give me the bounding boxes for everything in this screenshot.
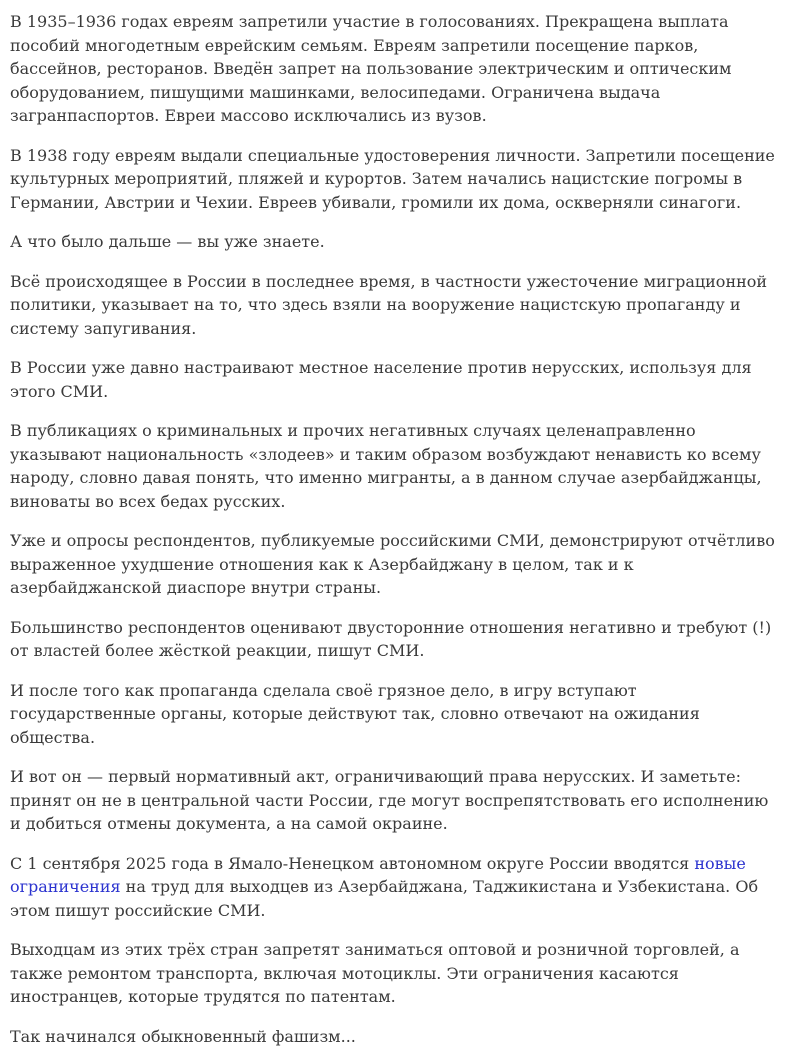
yamal-text-before-link: С 1 сентября 2025 года в Ямало-Ненецком автономном округе России вводятся [10,853,695,873]
paragraph-1938-ids-pogroms: В 1938 году евреям выдали специальные удостоверения личности. Запретили посещение культурных мероприятий, пляжей и курортов. Затем начались нацистские погромы в Германии, Австрии и Чехии. Евреев убивали, громили их дома, оскверняли синагоги. [10,145,775,212]
paragraph-what-happened-next: А что было дальше — вы уже знаете. [10,232,325,251]
paragraph-media-against-nonrussians: В России уже давно настраивают местное население против нерусских, используя для этого СМИ. [10,358,752,401]
paragraph-russia-migration-policy: Всё происходящее в России в последнее время, в частности ужесточение миграционной политики, указывает на то, что здесь взяли на вооружение нацистскую пропаганду и систему запугивания. [10,271,768,338]
paragraph-1935-1936-bans: В 1935–1936 годах евреям запретили участие в голосованиях. Прекращена выплата пособий многодетным еврейским семьям. Евреям запретили посещение парков, бассейнов, ресторанов. Введён запрет на пользование электрическим и оптическим оборудованием, пишущими машинками, велосипедами. Ограничена выдача загранпаспортов. Евреи массово исключались из вузов. [10,12,732,125]
paragraph-respondents-demand: Большинство респондентов оценивают двусторонние отношения негативно и требуют (!) от властей более жёсткой реакции, пишут СМИ. [10,617,772,660]
paragraph-trade-repair-ban: Выходцам из этих трёх стран запретят заниматься оптовой и розничной торговлей, а также ремонтом транспорта, включая мотоциклы. Эти ограничения касаются иностранцев, которые трудятся по патентам. [10,940,740,1006]
paragraph-crime-publications: В публикациях о криминальных и прочих негативных случаях целенаправленно указывают национальность «злодеев» и таким образом возбуждают ненависть ко всему народу, словно давая понять, что именно мигранты, а в данном случае азербайджанцы, виноваты во всех бедах русских. [10,421,762,511]
paragraph-ordinary-fascism: Так начинался обыкновенный фашизм... [10,1026,356,1046]
new-restrictions-link[interactable]: новые ограничения [10,853,746,896]
yamal-text-after-link: на труд для выходцев из Азербайджана, Таджикистана и Узбекистана. Об этом пишут российские СМИ. [10,877,759,920]
paragraph-first-normative-act: И вот он — первый нормативный акт, ограничивающий права нерусских. И заметьте: принят он не в центральной части России, где могут воспрепятствовать его исполнению и добиться отмены документа, а на самой окраине. [10,767,769,833]
paragraph-state-organs: И после того как пропаганда сделала своё грязное дело, в игру вступают государственные органы, которые действуют так, словно отвечают на ожидания общества. [10,680,700,747]
paragraph-polls-attitude: Уже и опросы респондентов, публикуемые российскими СМИ, демонстрируют отчётливо выраженное ухудшение отношения как к Азербайджану в целом, так и к азербайджанской диаспоре внутри страны. [10,531,775,597]
paragraph-yamal-restrictions [10,852,782,923]
